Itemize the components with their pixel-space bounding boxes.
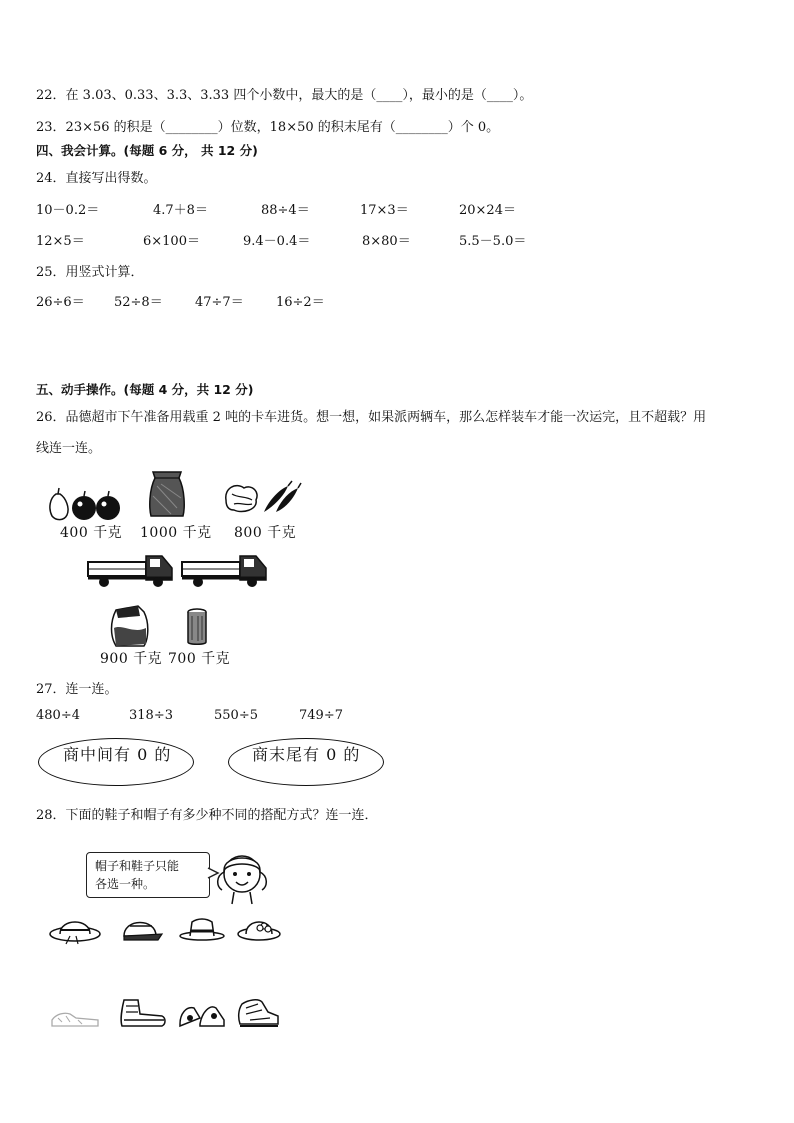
question-23: 23．23×56 的积是（________）位数，18×50 的积末尾有（________）个 0。 — [36, 120, 500, 135]
weight-1000: 1000 千克 — [140, 525, 212, 541]
q25-c4: 16÷2＝ — [276, 295, 325, 310]
oval-zero-in-middle-label: 商中间有 0 的 — [63, 745, 172, 764]
q27-item-4: 749÷7 — [299, 708, 343, 723]
q24-r1-c4: 17×3＝ — [360, 203, 409, 218]
barrel-icon — [186, 608, 208, 646]
q24-r1-c5: 20×24＝ — [459, 203, 516, 218]
bubble-line-1: 帽子和鞋子只能 — [95, 859, 180, 873]
question-28: 28．下面的鞋子和帽子有多少种不同的搭配方式？连一连． — [36, 808, 378, 823]
truck-icon — [86, 552, 174, 588]
girl-icon — [214, 844, 270, 906]
hat-icon-1[interactable] — [48, 910, 102, 946]
q25-c2: 52÷8＝ — [114, 295, 163, 310]
section-4-heading: 四、我会计算。(每题 6 分， 共 12 分) — [36, 143, 258, 158]
q24-r2-c4: 8×80＝ — [362, 234, 411, 249]
oval-zero-at-end-label: 商末尾有 0 的 — [252, 745, 361, 764]
question-24: 24．直接写出得数。 — [36, 171, 157, 186]
question-26-line1: 26．品德超市下午准备用载重 2 吨的卡车进货。想一想，如果派两辆车，那么怎样装车才能一次运完，且不超载？用 — [36, 410, 707, 425]
shoe-icon-3[interactable] — [176, 998, 228, 1030]
weight-400: 400 千克 — [60, 525, 123, 541]
hat-icon-3[interactable] — [178, 914, 226, 942]
question-25: 25．用竖式计算． — [36, 265, 144, 280]
bag-icon — [108, 604, 152, 648]
weight-900: 900 千克 — [100, 651, 163, 667]
q27-item-1: 480÷4 — [36, 708, 80, 723]
q25-c3: 47÷7＝ — [195, 295, 244, 310]
hat-icon-2[interactable] — [118, 912, 164, 944]
question-27: 27．连一连。 — [36, 682, 118, 697]
question-26-line2: 线连一连。 — [36, 441, 102, 456]
q24-r1-c2: 4.7＋8＝ — [153, 203, 208, 218]
sack-icon — [147, 468, 187, 518]
q24-r2-c2: 6×100＝ — [143, 234, 200, 249]
q24-r2-c3: 9.4－0.4＝ — [243, 234, 311, 249]
q27-item-3: 550÷5 — [214, 708, 258, 723]
weight-800: 800 千克 — [234, 525, 297, 541]
section-5-heading: 五、动手操作。(每题 4 分，共 12 分) — [36, 382, 254, 397]
truck-icon — [180, 552, 268, 588]
speech-bubble — [86, 852, 210, 898]
q24-r1-c1: 10－0.2＝ — [36, 203, 100, 218]
shoe-icon-2[interactable] — [118, 996, 168, 1030]
q24-r1-c3: 88÷4＝ — [261, 203, 310, 218]
vegetables-icon — [222, 480, 302, 514]
q25-c1: 26÷6＝ — [36, 295, 85, 310]
fruit-icon — [46, 486, 120, 522]
shoe-icon-1[interactable] — [48, 1004, 102, 1030]
q27-item-2: 318÷3 — [129, 708, 173, 723]
q24-r2-c5: 5.5－5.0＝ — [459, 234, 527, 249]
q24-r2-c1: 12×5＝ — [36, 234, 85, 249]
bubble-line-2: 各选一种。 — [95, 877, 156, 891]
question-22: 22．在 3.03、0.33、3.3、3.33 四个小数中，最大的是（____），最小的是（____）。 — [36, 88, 533, 103]
weight-700: 700 千克 — [168, 651, 231, 667]
hat-icon-4[interactable] — [236, 910, 282, 944]
shoe-icon-4[interactable] — [236, 996, 282, 1030]
